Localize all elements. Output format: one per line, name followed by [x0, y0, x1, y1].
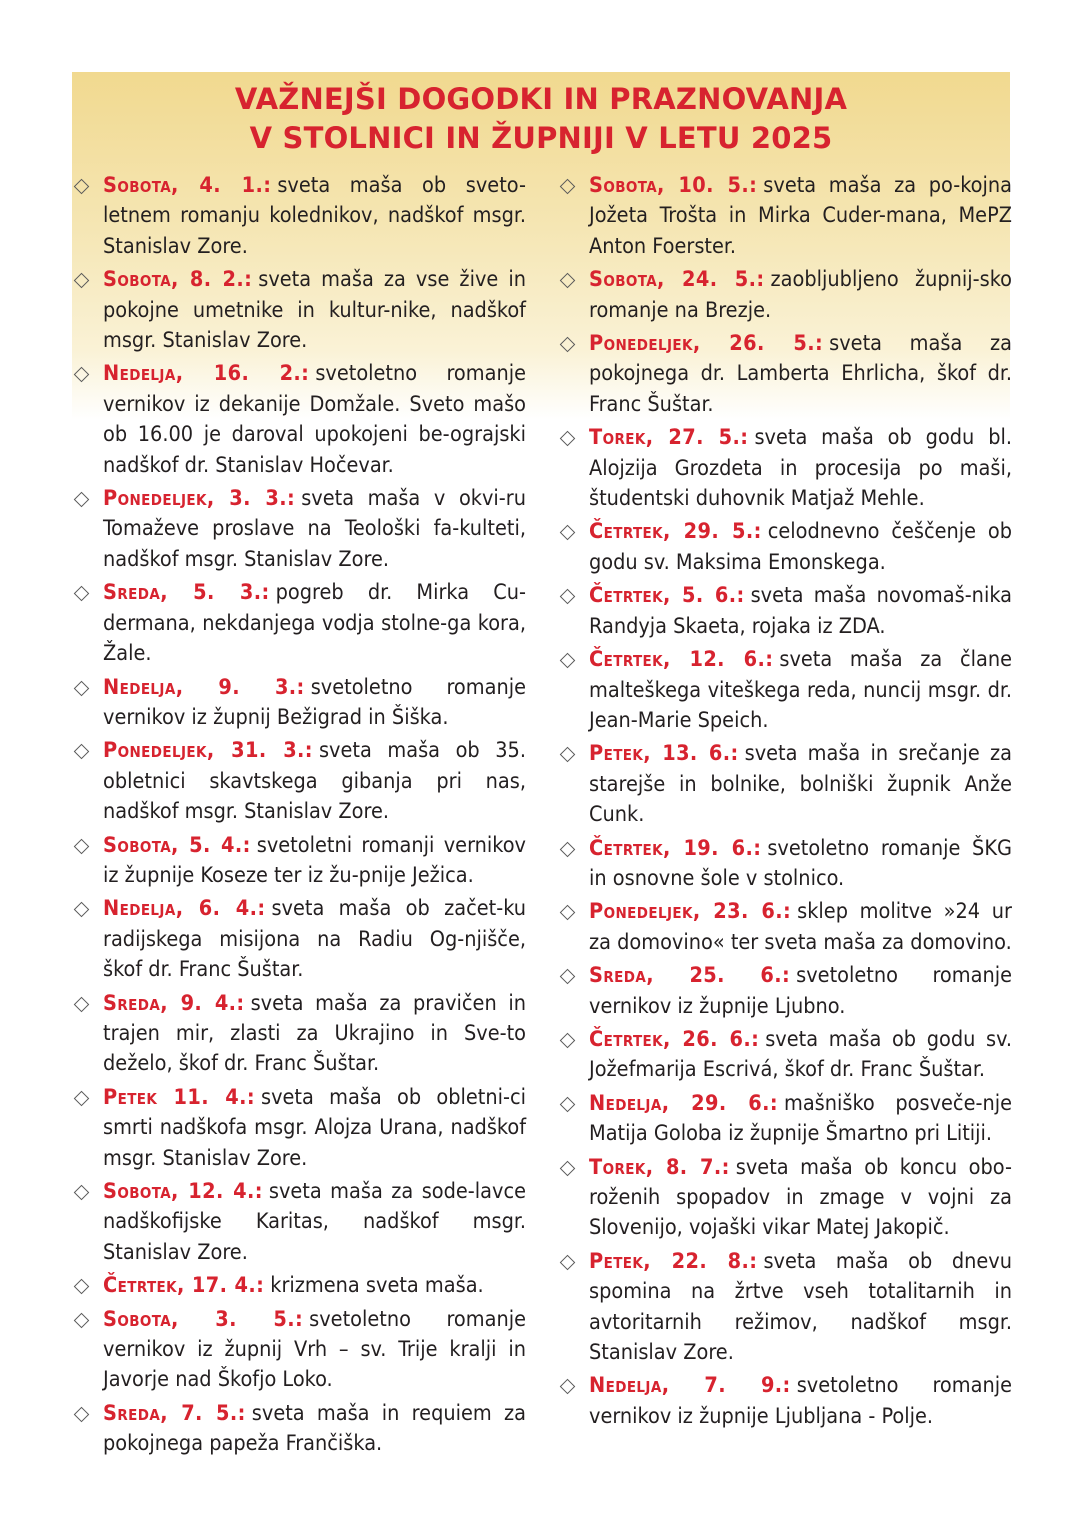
diamond-bullet-icon [560, 589, 576, 605]
diamond-bullet-icon [74, 1091, 90, 1107]
event-entry [560, 961, 1012, 1022]
event-date: Nedelja, 6. 4.: [103, 896, 266, 922]
event-text-block [589, 423, 1012, 514]
diamond-bullet-icon [560, 1097, 576, 1113]
event-date: Sobota, 3. 5.: [103, 1306, 304, 1332]
event-description: sveta maša in srečanje za starejše in bolnike, bolniški župnik Anže Cunk. [589, 741, 1012, 828]
event-entry [74, 1177, 526, 1268]
event-date: Sobota, 8. 2.: [103, 267, 253, 293]
event-date: Sobota, 5. 4.: [103, 832, 251, 858]
diamond-bullet-icon [74, 1279, 90, 1295]
diamond-bullet-icon [74, 179, 90, 195]
diamond-bullet-icon [560, 653, 576, 669]
event-description: sveta maša in requiem za pokojnega papeža Frančiška. [103, 1400, 526, 1457]
event-text-block [589, 739, 1012, 830]
event-entry [560, 1247, 1012, 1369]
diamond-bullet-icon [74, 492, 90, 508]
event-entry [560, 1089, 1012, 1150]
diamond-bullet-icon [560, 273, 576, 289]
diamond-bullet-icon [74, 1312, 90, 1328]
diamond-bullet-icon [74, 1407, 90, 1423]
event-text-block [589, 581, 1012, 642]
diamond-bullet-icon [560, 1160, 576, 1176]
event-text-block [103, 1271, 526, 1301]
diamond-bullet-icon [560, 1033, 576, 1049]
event-description: krizmena sveta maša. [270, 1273, 484, 1299]
event-date: Ponedeljek, 26. 5.: [589, 331, 824, 357]
event-date: Četrtek, 26. 6.: [589, 1026, 760, 1052]
event-date: Četrtek, 29. 5.: [589, 519, 762, 545]
event-date: Nedelja, 29. 6.: [589, 1090, 778, 1116]
event-description: sveta maša ob začet-ku radijskega misijona na Radiu Og-njišče, škof dr. Franc Šuštar. [103, 896, 526, 983]
event-date: Petek 11. 4.: [103, 1084, 255, 1110]
event-description: sveta maša za sode-lavce nadškofijske Karitas, nadškof msgr. Stanislav Zore. [103, 1179, 526, 1265]
event-text-block [103, 484, 526, 575]
event-description: sveta maša za člane malteškega viteškega reda, nuncij msgr. dr. Jean-Marie Speich. [589, 647, 1012, 733]
event-entry [560, 739, 1012, 830]
event-text-block [589, 517, 1012, 578]
event-text-block [589, 961, 1012, 1022]
event-description: sveta maša za pokojnega dr. Lamberta Ehrlicha, škof dr. Franc Šuštar. [589, 331, 1012, 417]
event-text-block [103, 359, 526, 481]
event-entry [560, 171, 1012, 262]
event-text-block [103, 1083, 526, 1174]
event-text-block [589, 329, 1012, 420]
event-description: sklep molitve »24 ur za domovino« ter sveta maša za domovino. [589, 899, 1012, 955]
event-description: sveta maša ob obletni-ci smrti nadškofa msgr. Alojza Urana, nadškof msgr. Stanislav Zore. [103, 1084, 526, 1171]
event-entry [560, 897, 1012, 958]
event-description: svetoletni romanji vernikov iz župnije Koseze ter iz žu-pnije Ježica. [103, 832, 526, 888]
event-text-block [589, 1371, 1012, 1432]
event-text-block [103, 1305, 526, 1396]
event-description: sveta maša ob godu bl. Alojzija Grozdeta in procesija po maši, študentski duhovnik Matjaž Mehle. [589, 425, 1012, 512]
event-date: Sreda, 25. 6.: [589, 963, 791, 989]
event-text-block [589, 1025, 1012, 1086]
event-description: svetoletno romanje vernikov iz župnij Bežigrad in Šiška. [103, 674, 526, 730]
event-date: Sreda, 5. 3.: [103, 580, 270, 606]
event-description: sveta maša ob dnevu spomina na žrtve vseh totalitarnih in avtoritarnih režimov, nadškof msgr. Stanislav Zore. [589, 1248, 1013, 1366]
event-entry [74, 673, 526, 734]
event-text-block [103, 1177, 526, 1268]
event-entry [74, 171, 526, 262]
event-description: sveta maša ob koncu obo-roženih spopadov in zmage v vojni za Slovenijo, vojaški vikar Matej Jakopič. [589, 1154, 1012, 1241]
event-date: Četrtek, 12. 6.: [589, 647, 774, 673]
event-entry [74, 1305, 526, 1396]
diamond-bullet-icon [560, 841, 576, 857]
event-text-block [589, 645, 1012, 736]
event-entry [560, 1371, 1012, 1432]
diamond-bullet-icon [560, 179, 576, 195]
event-date: Petek, 13. 6.: [589, 741, 739, 767]
event-description: svetoletno romanje vernikov iz župnije Ljubno. [589, 963, 1012, 1019]
events-column-left [74, 171, 526, 1463]
event-description: sveta maša ob godu sv. Jožefmarija Escrivá, škof dr. Franc Šuštar. [589, 1026, 1012, 1083]
event-description: svetoletno romanje vernikov iz župnij Vrh – sv. Trije kralji in Javorje nad Škofjo Loko. [103, 1306, 526, 1393]
event-entry [560, 581, 1012, 642]
event-entry [560, 329, 1012, 420]
event-date: Torek, 8. 7.: [589, 1154, 730, 1180]
diamond-bullet-icon [560, 969, 576, 985]
event-entry [74, 989, 526, 1080]
event-description: sveta maša ob sveto-letnem romanju kolednikov, nadškof msgr. Stanislav Zore. [103, 173, 526, 259]
event-date: Sobota, 24. 5.: [589, 267, 765, 293]
event-text-block [103, 578, 526, 669]
diamond-bullet-icon [74, 367, 90, 383]
event-entry [74, 1083, 526, 1174]
event-text-block [103, 989, 526, 1080]
event-entry [74, 484, 526, 575]
event-date: Četrtek, 19. 6.: [589, 835, 762, 861]
event-date: Sobota, 12. 4.: [103, 1179, 263, 1204]
diamond-bullet-icon [74, 680, 90, 696]
event-date: Četrtek, 5. 6.: [589, 583, 745, 609]
diamond-bullet-icon [560, 747, 576, 763]
event-entry [74, 1399, 526, 1460]
diamond-bullet-icon [560, 431, 576, 447]
event-entry [560, 1025, 1012, 1086]
event-entry [560, 834, 1012, 895]
event-text-block [103, 736, 526, 827]
event-entry [560, 265, 1012, 326]
event-entry [74, 578, 526, 669]
diamond-bullet-icon [74, 744, 90, 760]
event-description: svetoletno romanje ŠKG in osnovne šole v stolnico. [589, 835, 1013, 891]
event-text-block [589, 1153, 1012, 1244]
event-text-block [589, 265, 1012, 326]
event-text-block [103, 673, 526, 734]
diamond-bullet-icon [74, 902, 90, 918]
title-line-1: VAŽNEJŠI DOGODKI IN PRAZNOVANJA [234, 82, 848, 116]
page-title [72, 80, 1010, 158]
event-description: celodnevno češčenje ob godu sv. Maksima Emonskega. [589, 519, 1013, 575]
event-date: Nedelja, 7. 9.: [589, 1373, 791, 1399]
event-entry [74, 894, 526, 985]
event-text-block [589, 834, 1012, 895]
event-date: Ponedeljek, 23. 6.: [589, 899, 792, 925]
diamond-bullet-icon [74, 838, 90, 854]
diamond-bullet-icon [74, 1185, 90, 1201]
event-text-block [589, 1089, 1012, 1150]
diamond-bullet-icon [74, 273, 90, 289]
event-text-block [103, 1399, 526, 1460]
event-entry [560, 1153, 1012, 1244]
event-text-block [589, 897, 1012, 958]
event-text-block [589, 171, 1012, 262]
event-date: Torek, 27. 5.: [589, 425, 749, 451]
event-entry [560, 645, 1012, 736]
event-date: Nedelja, 16. 2.: [103, 361, 310, 387]
event-date: Ponedeljek, 3. 3.: [103, 486, 296, 512]
event-description: sveta maša za po-kojna Jožeta Trošta in Mirka Cuder-mana, MePZ Anton Foerster. [589, 173, 1012, 259]
event-text-block [589, 1247, 1012, 1369]
title-line-2: V STOLNICI IN ŽUPNIJI V LETU 2025 [249, 121, 833, 155]
event-text-block [103, 894, 526, 985]
event-description: sveta maša novomaš-nika Randyja Skaeta, rojaka iz ZDA. [589, 583, 1012, 639]
event-text-block [103, 265, 526, 356]
diamond-bullet-icon [74, 996, 90, 1012]
event-description: pogreb dr. Mirka Cu-dermana, nekdanjega vodja stolne-ga kora, Žale. [103, 580, 526, 667]
event-description: sveta maša za pravičen in trajen mir, zlasti za Ukrajino in Sve-to deželo, škof dr. Franc Šuštar. [103, 990, 526, 1077]
event-date: Petek, 22. 8.: [589, 1248, 758, 1274]
diamond-bullet-icon [560, 337, 576, 353]
event-entry [74, 1271, 526, 1301]
diamond-bullet-icon [560, 905, 576, 921]
event-description: sveta maša za vse žive in pokojne umetnike in kultur-nike, nadškof msgr. Stanislav Zore. [103, 267, 526, 354]
event-text-block [103, 171, 526, 262]
event-date: Ponedeljek, 31. 3.: [103, 738, 313, 764]
event-text-block [103, 831, 526, 892]
event-entry [74, 831, 526, 892]
diamond-bullet-icon [560, 525, 576, 541]
event-entry [74, 265, 526, 356]
diamond-bullet-icon [74, 586, 90, 602]
event-description: svetoletno romanje vernikov iz župnije Ljubljana - Polje. [589, 1373, 1012, 1429]
event-entry [560, 423, 1012, 514]
event-date: Sobota, 10. 5.: [589, 173, 758, 198]
diamond-bullet-icon [560, 1379, 576, 1395]
diamond-bullet-icon [560, 1255, 576, 1271]
event-date: Sreda, 9. 4.: [103, 990, 245, 1016]
event-date: Četrtek, 17. 4.: [103, 1273, 265, 1299]
event-description: sveta maša v okvi-ru Tomaževe proslave na Teološki fa-kulteti, nadškof msgr. Stanislav Zore. [103, 486, 526, 572]
event-date: Nedelja, 9. 3.: [103, 674, 305, 700]
event-description: svetoletno romanje vernikov iz dekanije Domžale. Sveto mašo ob 16.00 je daroval upokojeni be-ograjski nadškof dr. Stanislav Hočevar. [103, 361, 526, 478]
event-entry [74, 736, 526, 827]
event-date: Sreda, 7. 5.: [103, 1400, 246, 1426]
event-description: sveta maša ob 35. obletnici skavtskega gibanja pri nas, nadškof msgr. Stanislav Zore. [103, 738, 526, 825]
events-column-right [560, 171, 1012, 1435]
event-entry [74, 359, 526, 481]
event-description: zaobljubljeno župnij-sko romanje na Brezje. [589, 267, 1012, 323]
event-entry [560, 517, 1012, 578]
event-description: mašniško posveče-nje Matija Goloba iz župnije Šmartno pri Litiji. [589, 1090, 1012, 1147]
event-date: Sobota, 4. 1.: [103, 173, 272, 198]
